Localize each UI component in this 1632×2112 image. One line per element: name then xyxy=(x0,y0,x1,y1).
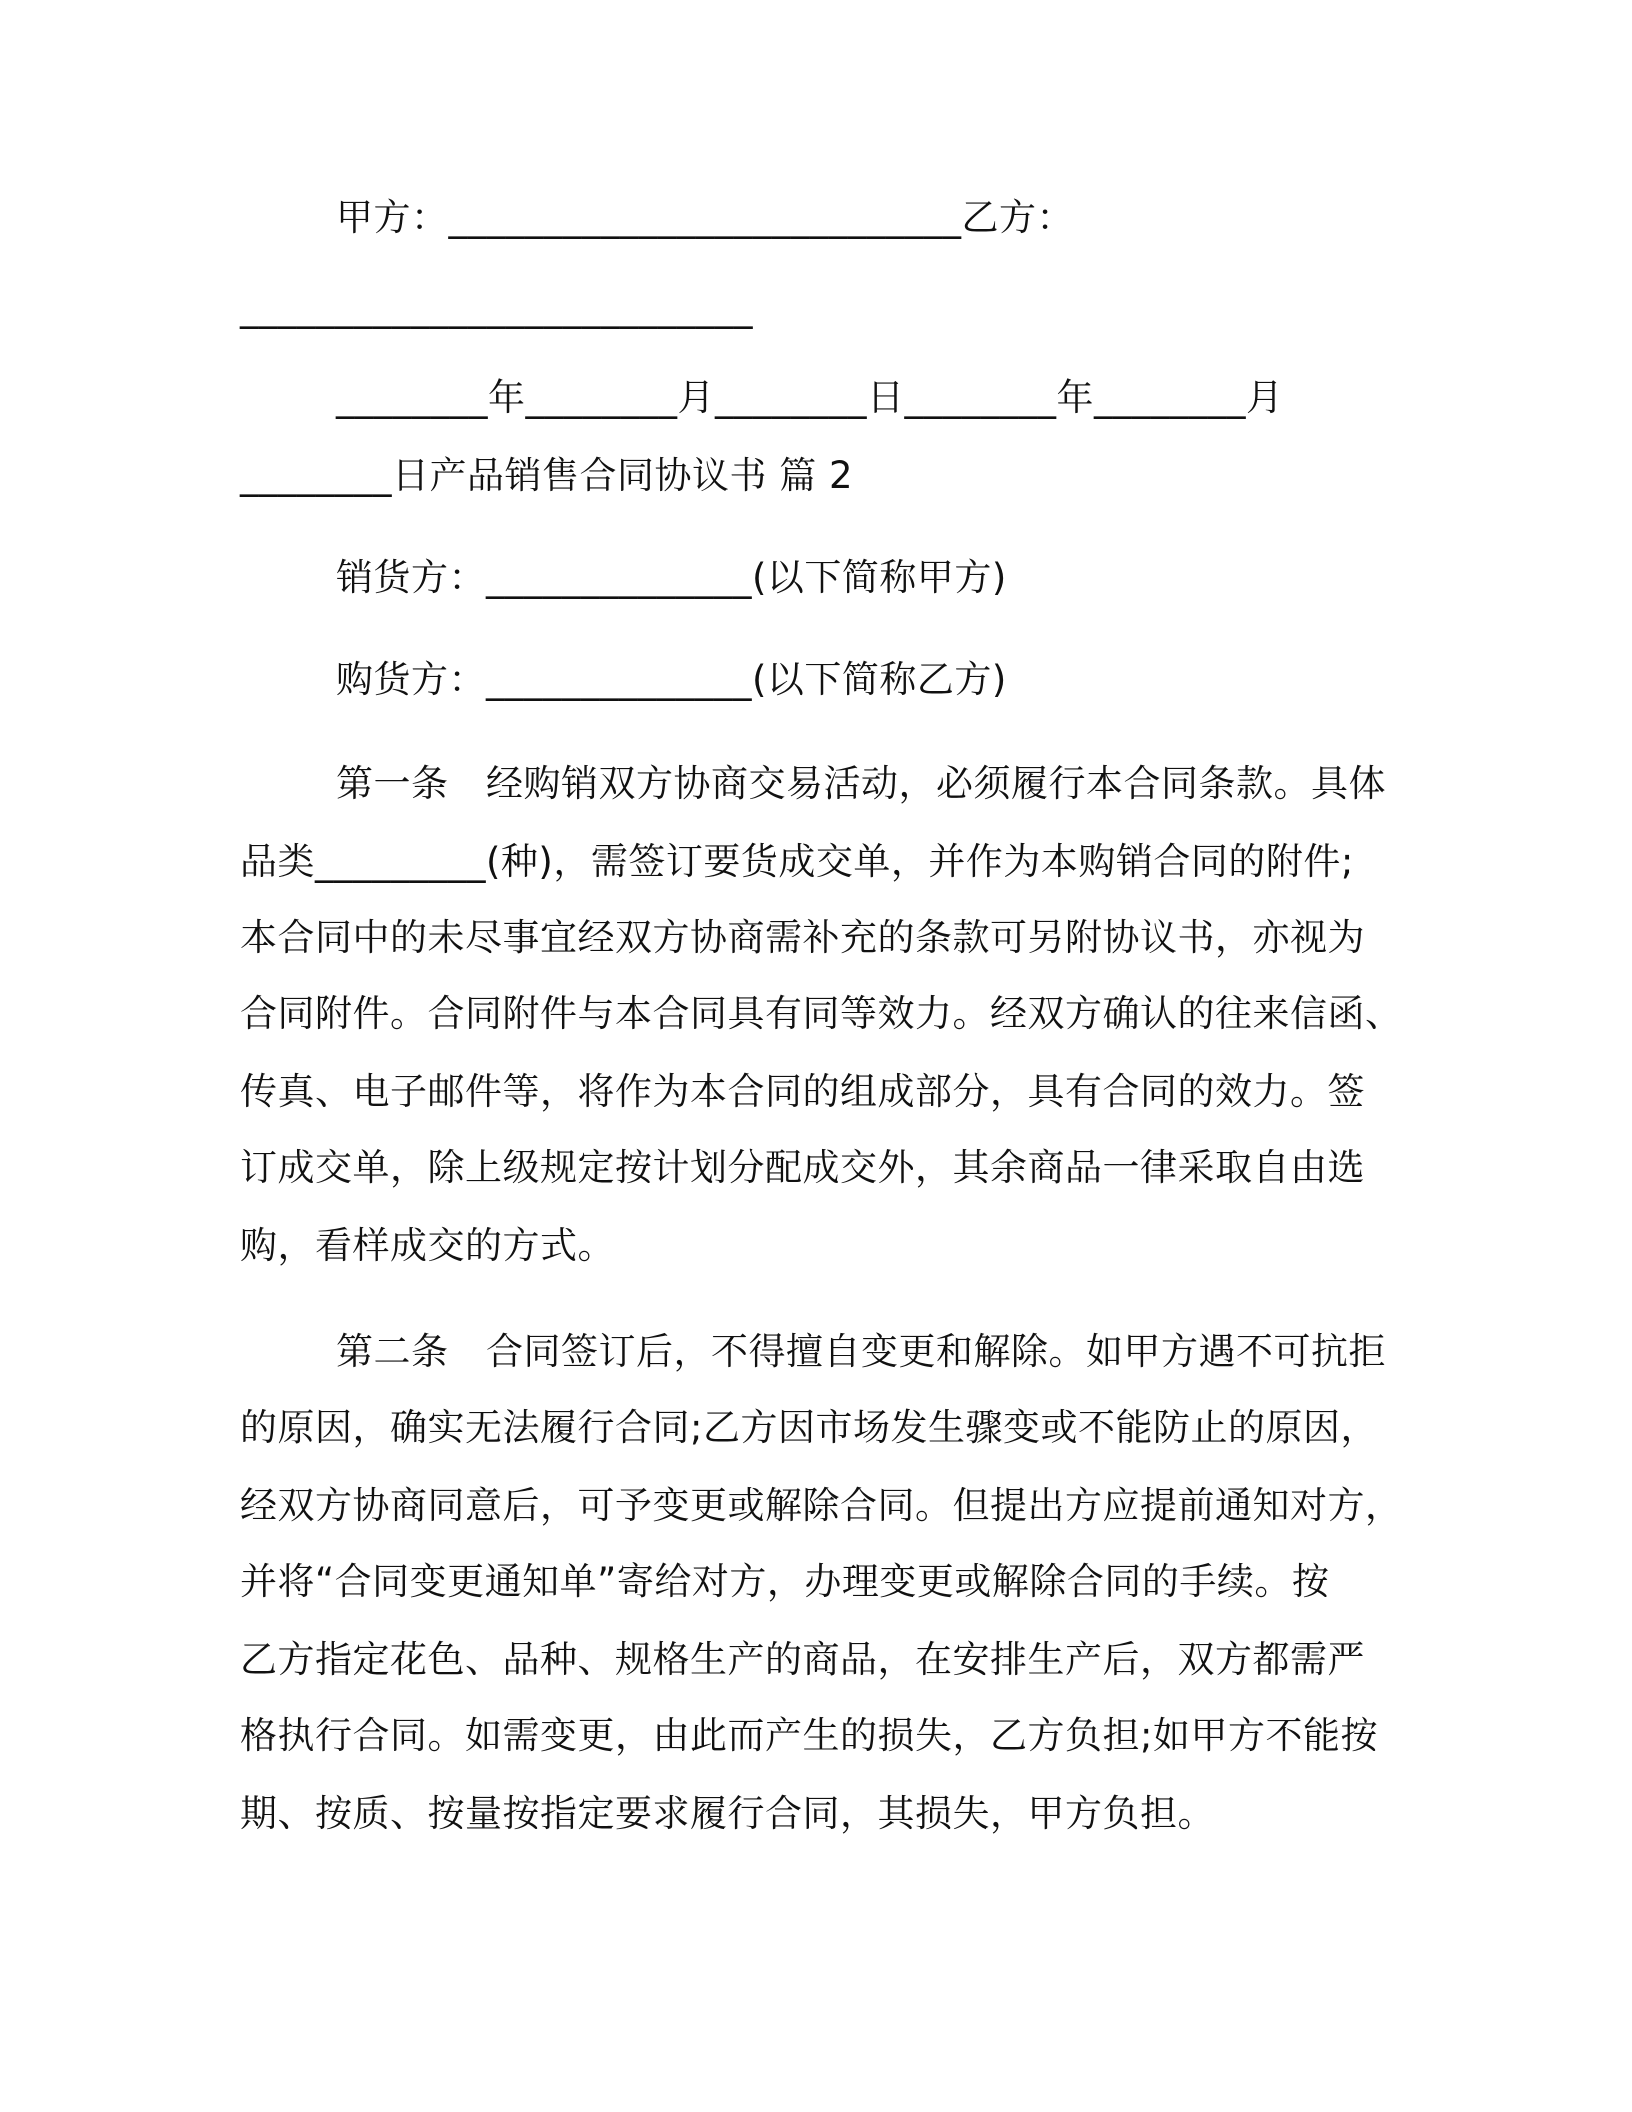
article-1-line: 第一条 经购销双方协商交易活动，必须履行本合同条款。具体 xyxy=(336,762,1386,805)
article-2-line: 的原因，确实无法履行合同;乙方因市场发生骤变或不能防止的原因， xyxy=(240,1406,1378,1449)
article-1-line: 订成交单，除上级规定按计划分配成交外，其余商品一律采取自由选 xyxy=(240,1146,1365,1189)
date-line-2-title: ________日产品销售合同协议书 篇 2 xyxy=(240,454,854,497)
article-1-line: 传真、电子邮件等，将作为本合同的组成部分，具有合同的效力。签 xyxy=(240,1070,1365,1113)
signature-line-2: ___________________________ xyxy=(240,286,753,329)
buyer-line: 购货方：______________(以下简称乙方) xyxy=(336,658,1007,701)
signature-line-1: 甲方：___________________________乙方： xyxy=(336,196,1074,239)
article-2-line: 期、按质、按量按指定要求履行合同，其损失，甲方负担。 xyxy=(240,1792,1215,1835)
article-2-line: 乙方指定花色、品种、规格生产的商品，在安排生产后，双方都需严 xyxy=(240,1638,1365,1681)
article-1-line: 购，看样成交的方式。 xyxy=(240,1224,615,1267)
article-2-line: 经双方协商同意后，可予变更或解除合同。但提出方应提前通知对方， xyxy=(240,1484,1403,1527)
article-1-line: 本合同中的未尽事宜经双方协商需补充的条款可另附协议书，亦视为 xyxy=(240,916,1365,959)
article-2-line: 第二条 合同签订后，不得擅自变更和解除。如甲方遇不可抗拒 xyxy=(336,1330,1386,1373)
date-line-1: ________年________月________日________年________月 xyxy=(336,376,1284,419)
article-1-line: 品类_________(种)，需签订要货成交单，并作为本购销合同的附件; xyxy=(240,840,1354,883)
article-1-line: 合同附件。合同附件与本合同具有同等效力。经双方确认的往来信函、 xyxy=(240,992,1403,1035)
article-2-line: 格执行合同。如需变更，由此而产生的损失，乙方负担;如甲方不能按 xyxy=(240,1714,1378,1757)
seller-line: 销货方：______________(以下简称甲方) xyxy=(336,556,1007,599)
article-2-line: 并将“合同变更通知单”寄给对方，办理变更或解除合同的手续。按 xyxy=(240,1560,1330,1603)
